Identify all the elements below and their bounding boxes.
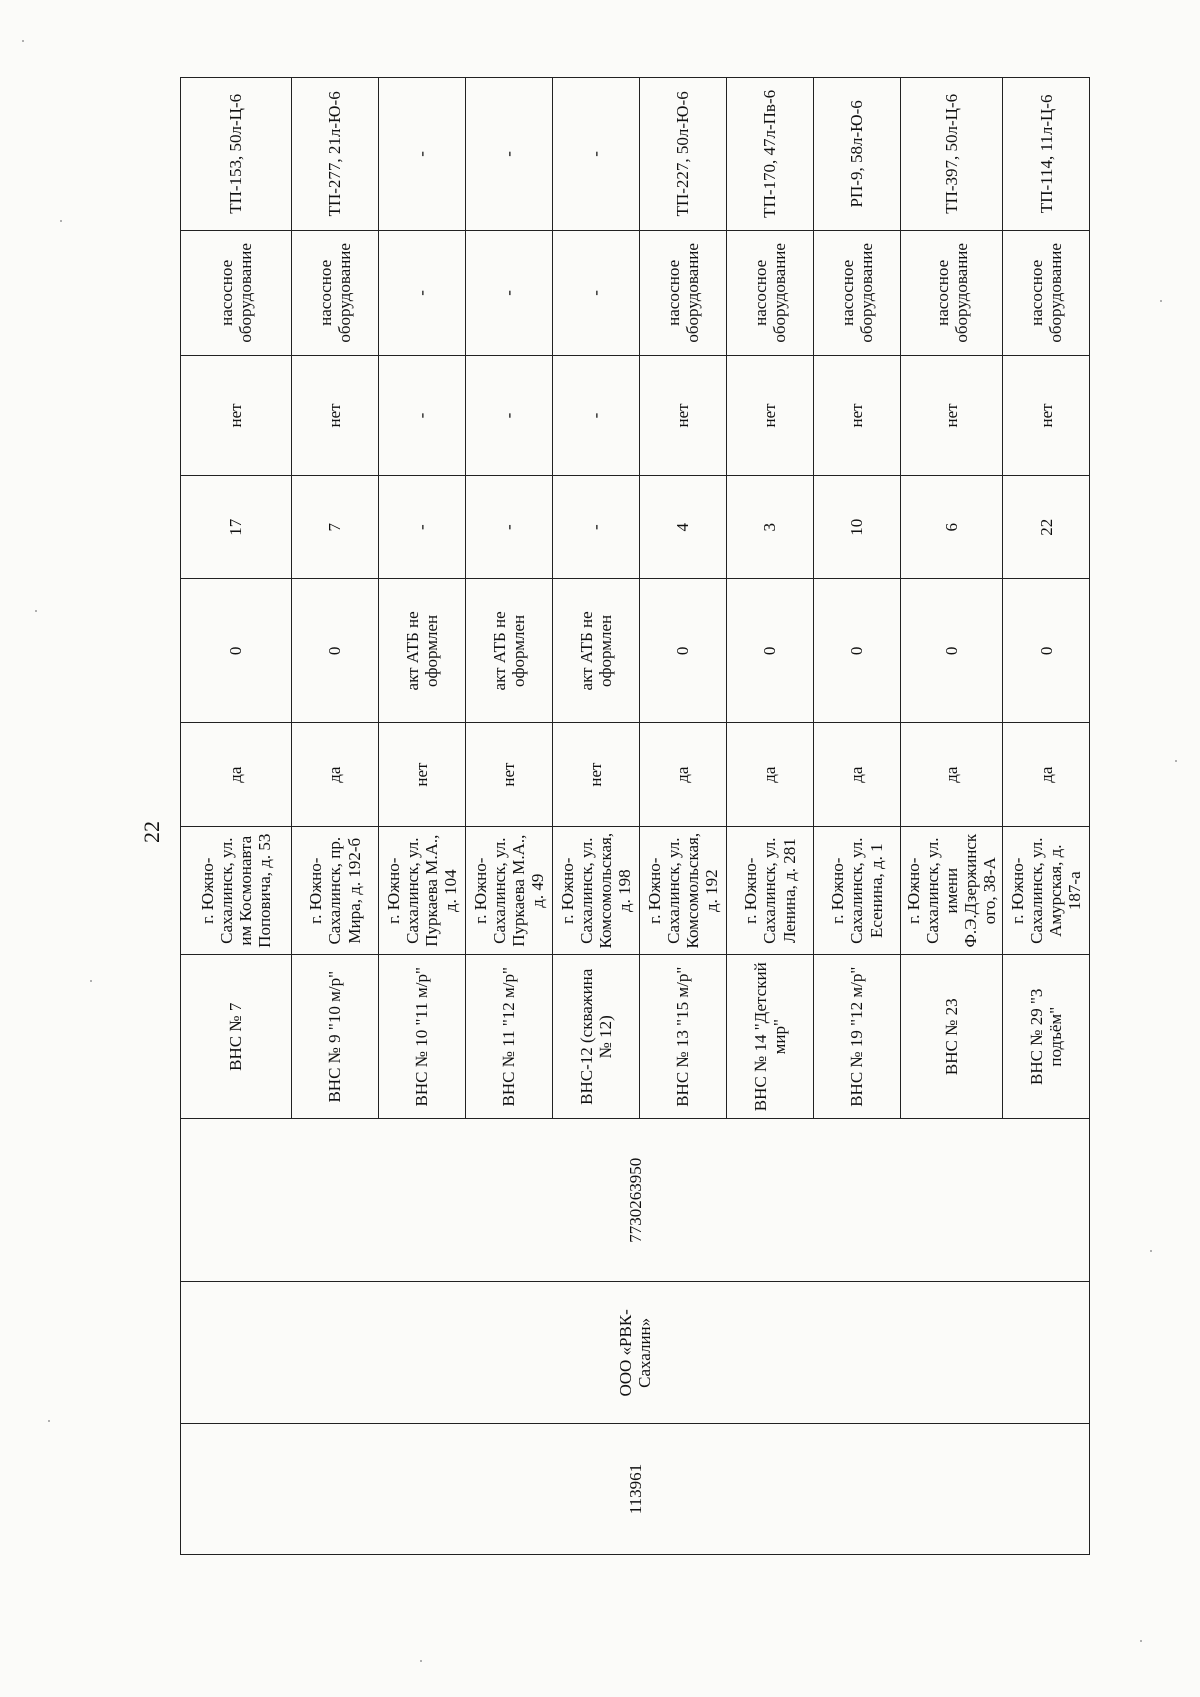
count-value: - xyxy=(466,475,553,579)
equipment-type: - xyxy=(466,230,553,355)
atb-status: акт АТБ не оформлен xyxy=(466,579,553,723)
station-name: ВНС № 19 "12 м/р" xyxy=(814,955,901,1119)
backup-status: - xyxy=(379,356,466,476)
station-address: г. Южно-Сахалинск, пр. Мира, д. 192-б xyxy=(292,826,379,955)
act-status: да xyxy=(181,723,292,827)
station-address: г. Южно-Сахалинск, ул. Ленина, д. 281 xyxy=(727,826,814,955)
station-address: г. Южно-Сахалинск, ул. Пуркаева М.А., д. 104 xyxy=(379,826,466,955)
count-value: 7 xyxy=(292,475,379,579)
scan-speck xyxy=(420,1660,422,1662)
backup-status: нет xyxy=(1003,356,1090,476)
scan-speck xyxy=(1140,1640,1142,1642)
count-value: 3 xyxy=(727,475,814,579)
equipment-type: насосное оборудование xyxy=(181,230,292,355)
equipment-type: насосное оборудование xyxy=(1003,230,1090,355)
equipment-type: насосное оборудование xyxy=(292,230,379,355)
station-name: ВНС № 7 xyxy=(181,955,292,1119)
substation: ТП-397, 50л-Ц-6 xyxy=(901,78,1003,231)
atb-status: 0 xyxy=(814,579,901,723)
act-status: нет xyxy=(379,723,466,827)
inn-number: 7730263950 xyxy=(181,1119,1090,1283)
backup-status: - xyxy=(553,356,640,476)
station-name: ВНС № 13 "15 м/р" xyxy=(640,955,727,1119)
equipment-type: - xyxy=(553,230,640,355)
station-address: г. Южно-Сахалинск, ул. Амурская, д. 187-а xyxy=(1003,826,1090,955)
atb-status: 0 xyxy=(901,579,1003,723)
act-status: да xyxy=(292,723,379,827)
station-address: г. Южно-Сахалинск, ул. Есенина, д. 1 xyxy=(814,826,901,955)
station-address: г. Южно-Сахалинск, ул. Комсомольская, д. 192 xyxy=(640,826,727,955)
backup-status: нет xyxy=(292,356,379,476)
substation: - xyxy=(379,78,466,231)
station-address: г. Южно-Сахалинск, ул. Комсомольская, д. 198 xyxy=(553,826,640,955)
count-value: 10 xyxy=(814,475,901,579)
backup-status: - xyxy=(466,356,553,476)
count-value: 4 xyxy=(640,475,727,579)
act-status: да xyxy=(901,723,1003,827)
station-name: ВНС № 10 "11 м/р" xyxy=(379,955,466,1119)
station-address: г. Южно-Сахалинск, ул. Пуркаева М.А., д. 49 xyxy=(466,826,553,955)
backup-status: нет xyxy=(181,356,292,476)
page-number: 22 xyxy=(139,821,164,843)
act-status: да xyxy=(727,723,814,827)
substation: - xyxy=(553,78,640,231)
station-address: г. Южно-Сахалинск, ул. имени Ф.Э.Дзержинского, 38-А xyxy=(901,826,1003,955)
atb-status: 0 xyxy=(292,579,379,723)
substation: ТП-170, 47л-Пв-6 xyxy=(727,78,814,231)
organization-name: ООО «РВК-Сахалин» xyxy=(181,1282,1090,1424)
record-code: 113961 xyxy=(181,1424,1090,1555)
atb-status: 0 xyxy=(727,579,814,723)
act-status: да xyxy=(640,723,727,827)
equipment-type: насосное оборудование xyxy=(640,230,727,355)
scan-speck xyxy=(22,40,24,42)
scan-speck xyxy=(60,220,62,222)
scan-speck xyxy=(90,980,92,982)
count-value: - xyxy=(553,475,640,579)
atb-status: 0 xyxy=(640,579,727,723)
act-status: да xyxy=(1003,723,1090,827)
substation: - xyxy=(466,78,553,231)
station-name: ВНС № 23 xyxy=(901,955,1003,1119)
station-name: ВНС № 29 "3 подъём" xyxy=(1003,955,1090,1119)
equipment-type: насосное оборудование xyxy=(901,230,1003,355)
substation: ТП-114, 11л-Ц-6 xyxy=(1003,78,1090,231)
act-status: да xyxy=(814,723,901,827)
station-name: ВНС-12 (скважина № 12) xyxy=(553,955,640,1119)
backup-status: нет xyxy=(727,356,814,476)
atb-status: 0 xyxy=(181,579,292,723)
count-value: - xyxy=(379,475,466,579)
count-value: 17 xyxy=(181,475,292,579)
scan-speck xyxy=(1160,300,1162,302)
substation: ТП-277, 21л-Ю-6 xyxy=(292,78,379,231)
station-name: ВНС № 14 "Детский мир" xyxy=(727,955,814,1119)
stations-table xyxy=(180,77,1090,1555)
scan-speck xyxy=(1175,760,1177,762)
backup-status: нет xyxy=(814,356,901,476)
substation: РП-9, 58л-Ю-6 xyxy=(814,78,901,231)
count-value: 22 xyxy=(1003,475,1090,579)
station-name: ВНС № 9 "10 м/р" xyxy=(292,955,379,1119)
substation: ТП-227, 50л-Ю-6 xyxy=(640,78,727,231)
equipment-type: насосное оборудование xyxy=(727,230,814,355)
substation: ТП-153, 50л-Ц-6 xyxy=(181,78,292,231)
equipment-type: - xyxy=(379,230,466,355)
scan-speck xyxy=(48,1420,50,1422)
count-value: 6 xyxy=(901,475,1003,579)
station-name: ВНС № 11 "12 м/р" xyxy=(466,955,553,1119)
act-status: нет xyxy=(466,723,553,827)
act-status: нет xyxy=(553,723,640,827)
backup-status: нет xyxy=(901,356,1003,476)
backup-status: нет xyxy=(640,356,727,476)
atb-status: 0 xyxy=(1003,579,1090,723)
equipment-type: насосное оборудование xyxy=(814,230,901,355)
station-address: г. Южно-Сахалинск, ул. им Космонавта Поповича, д. 53 xyxy=(181,826,292,955)
table-row xyxy=(181,78,292,1555)
scan-speck xyxy=(1150,1250,1152,1252)
scan-speck xyxy=(35,610,37,612)
atb-status: акт АТБ не оформлен xyxy=(379,579,466,723)
atb-status: акт АТБ не оформлен xyxy=(553,579,640,723)
